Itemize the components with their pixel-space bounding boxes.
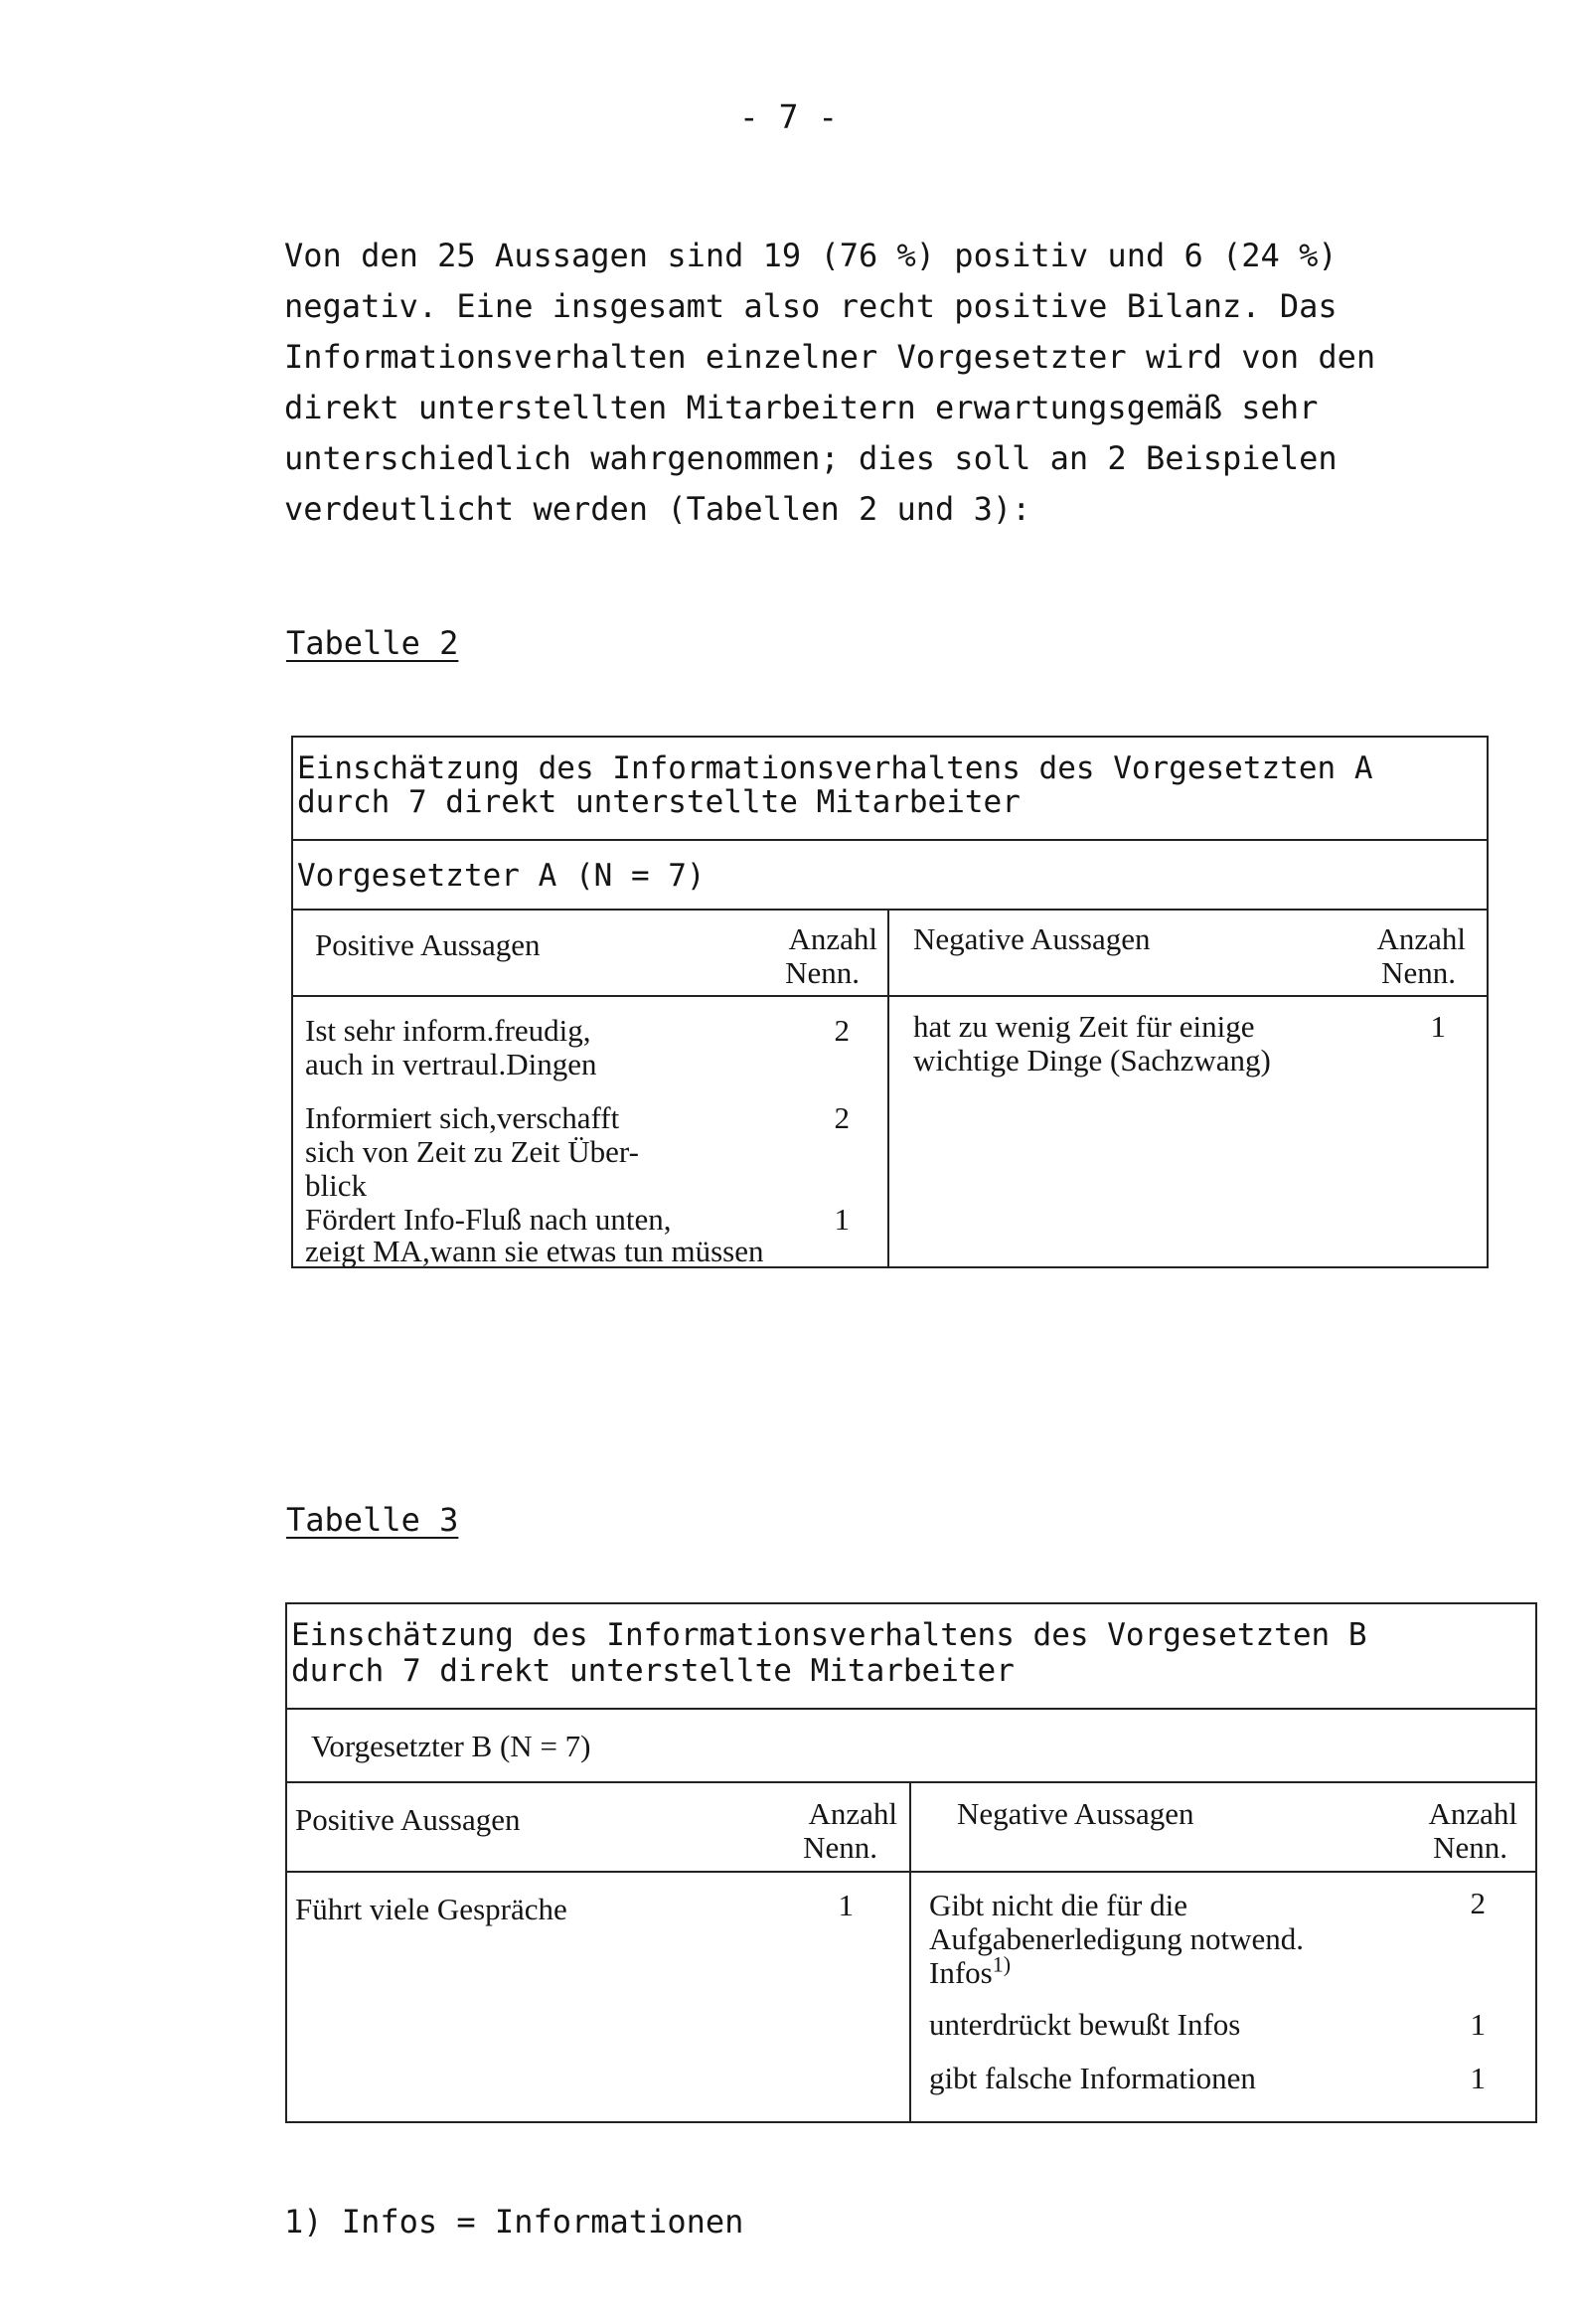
table3-neg-count-header-1: Anzahl — [1428, 1796, 1517, 1831]
table3-pos-header: Positive Aussagen — [295, 1802, 521, 1837]
divider — [293, 839, 1487, 841]
table2-neg-count: 1 — [1430, 1009, 1446, 1044]
table3-neg-text: Infos — [929, 1955, 993, 1990]
table2-pos-count-header-2: Nenn. — [785, 955, 860, 990]
table2-neg-text: hat zu wenig Zeit für einige — [913, 1009, 1255, 1044]
table3-pos-count-header-2: Nenn. — [803, 1830, 877, 1865]
intro-line: verdeutlicht werden (Tabellen 2 und 3): — [284, 490, 1031, 528]
table2-pos-text: blick — [305, 1168, 367, 1203]
table2-pos-text: Ist sehr inform.freudig, — [305, 1013, 591, 1048]
divider — [909, 1781, 911, 2121]
intro-line: negativ. Eine insgesamt also recht positive Bilanz. Das — [284, 287, 1338, 325]
table2-pos-text: Fördert Info-Fluß nach unten, — [305, 1202, 672, 1237]
table3-neg-text: gibt falsche Informationen — [929, 2061, 1256, 2095]
divider — [287, 1871, 1535, 1873]
table3-neg-text: Aufgabenerledigung notwend. — [929, 1921, 1305, 1956]
table3-pos-count: 1 — [838, 1888, 854, 1922]
table2-caption: Tabelle 2 — [286, 624, 459, 662]
divider — [293, 909, 1487, 911]
table3-group: Vorgesetzter B (N = 7) — [311, 1729, 591, 1763]
table2-pos-header: Positive Aussagen — [315, 927, 541, 962]
table2-title-line2: durch 7 direkt unterstellte Mitarbeiter — [297, 784, 1021, 820]
table3-neg-count: 2 — [1470, 1886, 1486, 1920]
table2-pos-text: Informiert sich,verschafft — [305, 1100, 620, 1135]
table2-pos-count: 2 — [834, 1013, 850, 1048]
table3-neg-count: 1 — [1470, 2007, 1486, 2042]
intro-line: Von den 25 Aussagen sind 19 (76 %) positiv und 6 (24 %) — [284, 237, 1338, 274]
table2-neg-header: Negative Aussagen — [913, 921, 1151, 956]
divider — [293, 995, 1487, 997]
table3-title-line1: Einschätzung des Informationsverhaltens des Vorgesetzten B — [291, 1617, 1367, 1653]
table3-caption: Tabelle 3 — [286, 1501, 459, 1539]
table3 — [285, 1602, 1537, 2123]
intro-line: unterschiedlich wahrgenommen; dies soll an 2 Beispielen — [284, 439, 1338, 477]
table3-neg-text: Gibt nicht die für die — [929, 1888, 1187, 1922]
table2-pos-text: zeigt MA,wann sie etwas tun müssen — [305, 1234, 764, 1268]
table2-neg-count-header-1: Anzahl — [1376, 921, 1466, 956]
footnote-mark: 1) — [992, 1951, 1012, 1977]
table2-title-line1: Einschätzung des Informationsverhaltens des Vorgesetzten A — [297, 750, 1373, 786]
divider — [887, 909, 889, 1266]
table2-pos-text: sich von Zeit zu Zeit Über- — [305, 1134, 639, 1169]
table3-pos-count-header-1: Anzahl — [808, 1796, 897, 1831]
table2-neg-text: wichtige Dinge (Sachzwang) — [913, 1043, 1271, 1078]
table3-pos-text: Führt viele Gespräche — [295, 1892, 567, 1926]
table3-title-line2: durch 7 direkt unterstellte Mitarbeiter — [291, 1653, 1015, 1689]
intro-line: direkt unterstellten Mitarbeitern erwartungsgemäß sehr — [284, 389, 1319, 426]
table3-neg-text: unterdrückt bewußt Infos — [929, 2007, 1241, 2042]
table2-neg-count-header-2: Nenn. — [1381, 955, 1456, 990]
table2-group: Vorgesetzter A (N = 7) — [297, 858, 706, 894]
table2-pos-count-header-1: Anzahl — [788, 921, 877, 956]
footnote: 1) Infos = Informationen — [284, 2203, 744, 2241]
divider — [287, 1781, 1535, 1783]
table3-neg-count-header-2: Nenn. — [1433, 1830, 1507, 1865]
table2-pos-count: 2 — [834, 1100, 850, 1135]
page-number: - 7 - — [738, 97, 839, 136]
table2-pos-count: 1 — [834, 1202, 850, 1237]
table3-neg-text-with-footnote — [929, 1951, 1012, 1990]
table2 — [291, 736, 1489, 1268]
divider — [287, 1708, 1535, 1710]
intro-paragraph — [284, 231, 1457, 535]
table3-neg-header: Negative Aussagen — [957, 1796, 1194, 1831]
table2-pos-text: auch in vertraul.Dingen — [305, 1047, 597, 1081]
intro-line: Informationsverhalten einzelner Vorgesetzter wird von den — [284, 338, 1376, 376]
table3-neg-count: 1 — [1470, 2061, 1486, 2095]
